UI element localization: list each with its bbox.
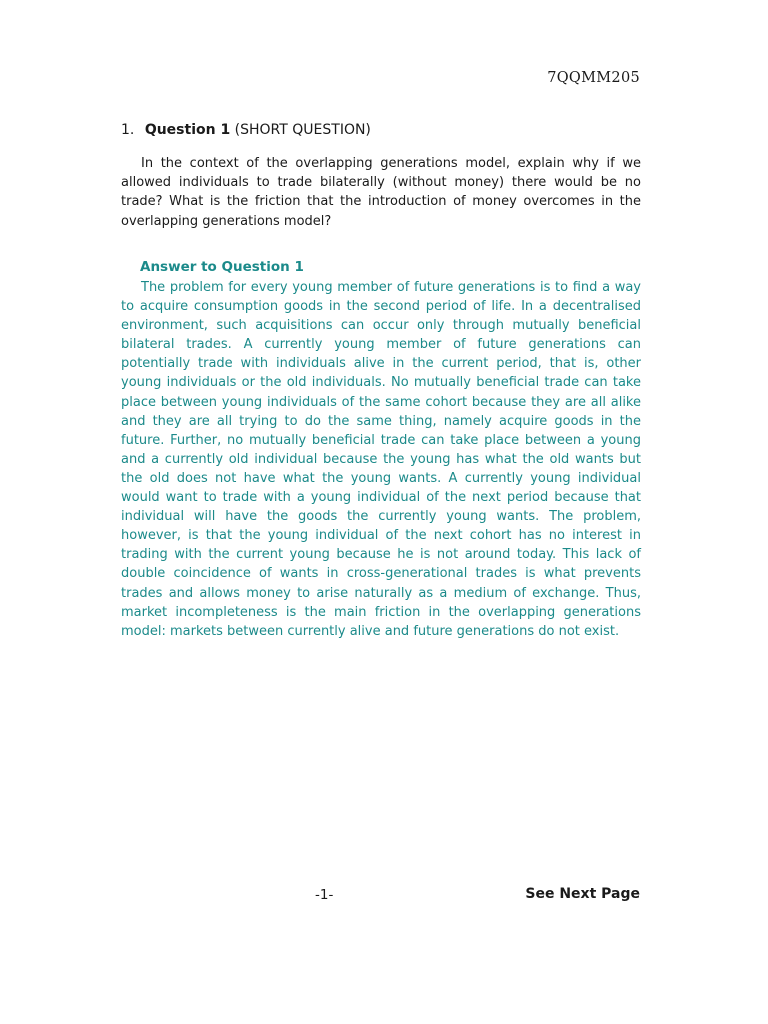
answer-text: The problem for every young member of future generations is to find a way to acquire consumption goods in the second period of life. In a decentralised environment, such acquisitions can occur only through mutually beneficial bilateral trades. A currently young member of future generations can potentially trade with individuals alive in the current period, that is, other young individuals or the old individuals. No mutually beneficial trade can take place between young individuals of the same cohort because they are all alike and they are all trying to do the same thing, namely acquire goods in the future. Further, no mutually beneficial trade can take place between a young and a currently old individual because the young has what the old wants but the old does not have what the young wants. A currently young individual would want to trade with a young individual of the next period because that individual will have the goods the currently young wants. The problem, however, is that the young individual of the next cohort has no interest in trading with the current young because he is not around today. This lack of double coincidence of wants in cross-generational trades is what prevents trades and allows money to arise naturally as a medium of exchange. Thus, market incompleteness is the main friction in the overlapping generations model: markets between currently alive and future generations do not exist. bbox=[121, 280, 641, 639]
question-subtitle: (SHORT QUESTION) bbox=[234, 122, 371, 138]
question-number: 1. bbox=[121, 122, 135, 138]
page-number: -1- bbox=[315, 887, 334, 903]
answer-title: Answer to Question 1 bbox=[140, 259, 304, 275]
question-text: In the context of the overlapping generations model, explain why if we allowed individuals to trade bilaterally (without money) there would be no trade? What is the friction that the introduction of money overcomes in the overlapping generations model? bbox=[121, 156, 641, 229]
question-title: Question 1 bbox=[144, 122, 231, 138]
question-heading bbox=[121, 121, 371, 140]
see-next-page: See Next Page bbox=[525, 886, 640, 902]
course-code: 7QQMM205 bbox=[547, 70, 640, 86]
